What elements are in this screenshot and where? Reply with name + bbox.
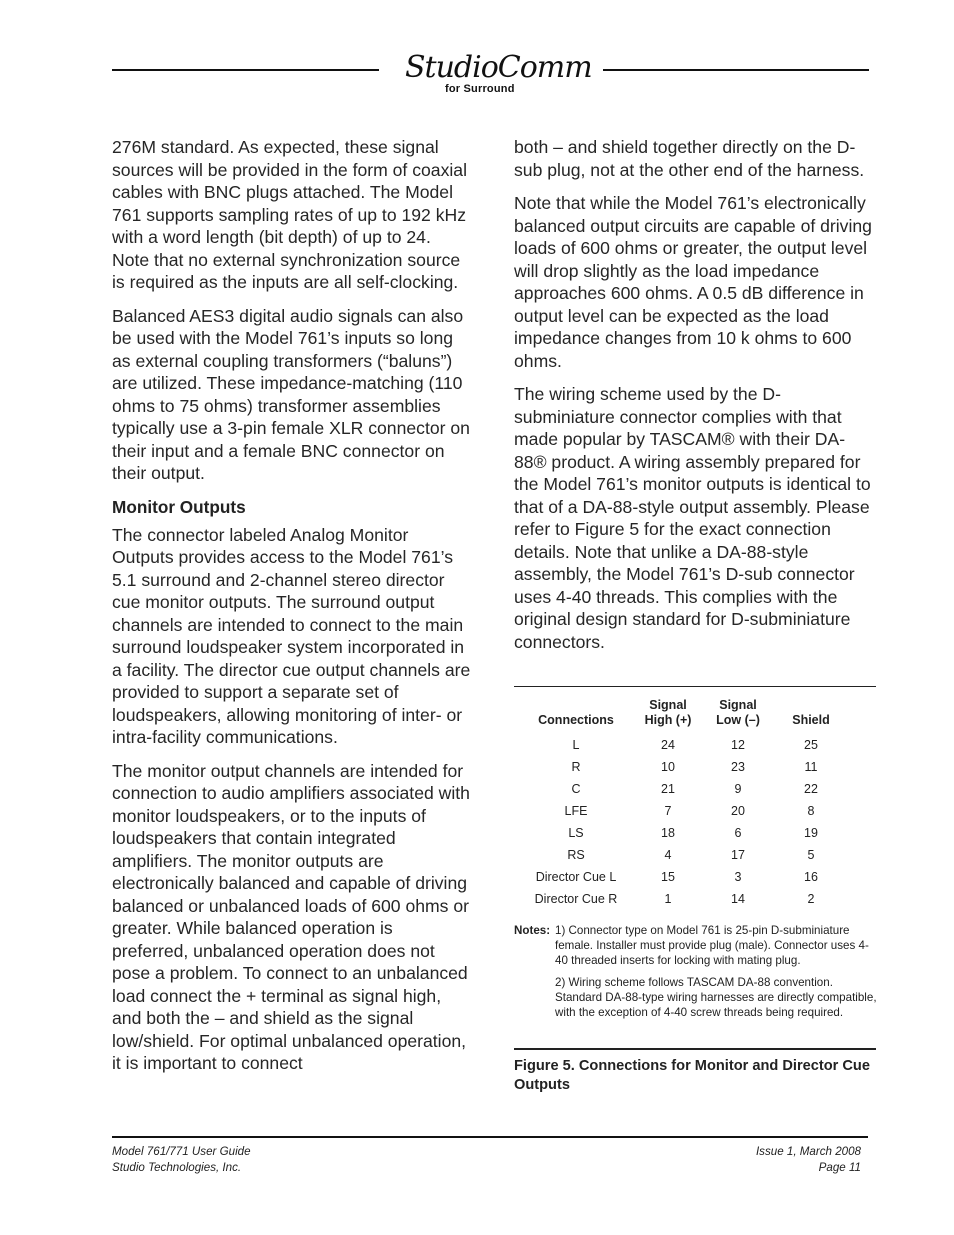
cell-signal-low: 17 [731, 848, 745, 862]
note-2: 2) Wiring scheme follows TASCAM DA-88 convention. Standard DA-88-type wiring harnesses are directly compatible, with the exception of 4-40 screw threads being required. [555, 976, 877, 1019]
notes-label: Notes: [514, 924, 551, 937]
cell-shield: 11 [804, 760, 818, 774]
figure-bottom-rule [514, 1048, 876, 1050]
cell-shield: 25 [804, 738, 818, 752]
cell-signal-low: 12 [731, 738, 745, 752]
footer-issue: Issue 1, March 2008 [755, 1145, 861, 1158]
footer-page-number: Page 11 [818, 1160, 861, 1174]
table-row [514, 800, 844, 822]
cell-signal-high: 21 [661, 782, 675, 796]
header-line: Signal [719, 698, 757, 712]
figure-notes [514, 923, 878, 1027]
footer-guide-title: Model 761/771 User Guide [112, 1145, 251, 1158]
paragraph: 276M standard. As expected, these signal sources will be provided in the form of coaxial cables with BNC plugs attached. The Model 761 supports sampling rates of up to 192 kHz with a word length (bit depth) of up to 24. Note that no external synchronization source is required as the inputs are all self-clocking. [112, 137, 467, 292]
left-column [112, 136, 472, 1086]
table-row [514, 778, 844, 800]
cell-shield: 2 [807, 892, 815, 906]
cell-signal-low: 9 [734, 782, 742, 796]
header-signal-high [638, 698, 698, 734]
logo-wordmark: StudioComm [405, 50, 592, 85]
header-shield: Shield [792, 713, 830, 727]
note-1: 1) Connector type on Model 761 is 25-pin D-subminiature female. Installer must provide plug (male). Connector uses 4-40 threaded inserts for locking with mating plug. [555, 924, 869, 967]
cell-signal-low: 23 [731, 760, 745, 774]
table-header-row [514, 698, 844, 734]
cell-signal-high: 7 [664, 804, 672, 818]
table-row [514, 822, 844, 844]
cell-signal-low: 20 [731, 804, 745, 818]
cell-shield: 5 [807, 848, 815, 862]
paragraph: Note that while the Model 761’s electronically balanced output circuits are capable of driving loads of 600 ohms or greater, the output level will drop slightly as the load impedance approaches 600 ohms. A 0.5 dB difference in output level can be expected as the load impedance changes from 10 k ohms to 600 ohms. [514, 193, 872, 371]
cell-connection: R [571, 760, 581, 774]
cell-connection: LS [568, 826, 584, 840]
cell-shield: 19 [804, 826, 818, 840]
logo-subtitle: for Surround [445, 83, 515, 95]
cell-shield: 22 [804, 782, 818, 796]
cell-signal-low: 3 [734, 870, 742, 884]
cell-signal-high: 4 [664, 848, 672, 862]
header-line: Signal [649, 698, 687, 712]
footer-left [112, 1144, 251, 1175]
table-row [514, 844, 844, 866]
cell-connection: C [571, 782, 581, 796]
cell-connection: LFE [564, 804, 588, 818]
paragraph: Balanced AES3 digital audio signals can also be used with the Model 761’s inputs so long as external coupling transformers (“baluns”) are utilized. These impedance-matching (110 ohms to 75 ohms) transformer assemblies typically use a 3-pin female XLR connector on their input and a female BNC connector on their output. [112, 305, 470, 483]
table-body [514, 734, 844, 910]
cell-shield: 16 [804, 870, 818, 884]
paragraph: The connector labeled Analog Monitor Outputs provides access to the Model 761’s 5.1 surround and 2-channel stereo director cue monitor outputs. The surround output channels are intended to connect to the main surround loudspeaker system incorporated in a facility. The director cue output channels are provided to support a separate set of loudspeakers, allowing monitoring of inter- or intra-facility communications. [112, 524, 471, 747]
paragraph: both – and shield together directly on the D-sub plug, not at the other end of the harness. [514, 137, 865, 180]
table-row [514, 866, 844, 888]
table-row [514, 734, 844, 756]
connections-table [514, 698, 844, 910]
figure-top-rule [514, 686, 876, 687]
table-row [514, 756, 844, 778]
studiocomm-logo [405, 50, 592, 98]
header-line: Low (–) [716, 713, 760, 727]
section-heading: Monitor Outputs [112, 496, 246, 517]
cell-signal-high: 15 [661, 870, 675, 884]
cell-signal-high: 10 [661, 760, 675, 774]
cell-shield: 8 [807, 804, 815, 818]
header-rule-right [603, 69, 869, 71]
header-line: High (+) [644, 713, 692, 727]
cell-connection: RS [567, 848, 585, 862]
paragraph: The monitor output channels are intended for connection to audio amplifiers associated with monitor loudspeakers, or to the inputs of loudspeakers that contain integrated amplifiers. The monitor outputs are electronically balanced and capable of driving balanced or unbalanced loads of 600 ohms or greater. While balanced operation is preferred, unbalanced operation does not pose a problem. To connect to an unbalanced load connect the + terminal as signal high, and both the – and shield as the signal low/shield. For optimal unbalanced operation, it is important to connect [112, 760, 470, 1073]
table-row [514, 888, 844, 910]
header-signal-low [698, 698, 778, 734]
cell-connection: L [572, 738, 580, 752]
cell-connection: Director Cue R [534, 892, 618, 906]
cell-signal-high: 1 [664, 892, 672, 906]
cell-signal-high: 18 [661, 826, 675, 840]
right-column [514, 136, 874, 664]
cell-signal-low: 6 [734, 826, 742, 840]
cell-signal-low: 14 [731, 892, 745, 906]
header-connections: Connections [538, 713, 614, 727]
figure-caption: Figure 5. Connections for Monitor and Director Cue Outputs [514, 1058, 870, 1093]
footer-company: Studio Technologies, Inc. [112, 1160, 242, 1174]
cell-signal-high: 24 [661, 738, 675, 752]
footer-rule [112, 1136, 868, 1138]
cell-connection: Director Cue L [535, 870, 617, 884]
footer-right [660, 1144, 861, 1175]
header-rule-left [112, 69, 379, 71]
paragraph: The wiring scheme used by the D-subminiature connector complies with that made popular by TASCAM® with their DA-88® product. A wiring assembly prepared for the Model 761’s monitor outputs is identical to that of a DA-88-style output assembly. Please refer to Figure 5 for the exact connection details. Note that unlike a DA-88-style assembly, the Model 761’s D-sub connector uses 4-40 threads. This complies with the original design standard for D-subminiature connectors. [514, 384, 871, 652]
